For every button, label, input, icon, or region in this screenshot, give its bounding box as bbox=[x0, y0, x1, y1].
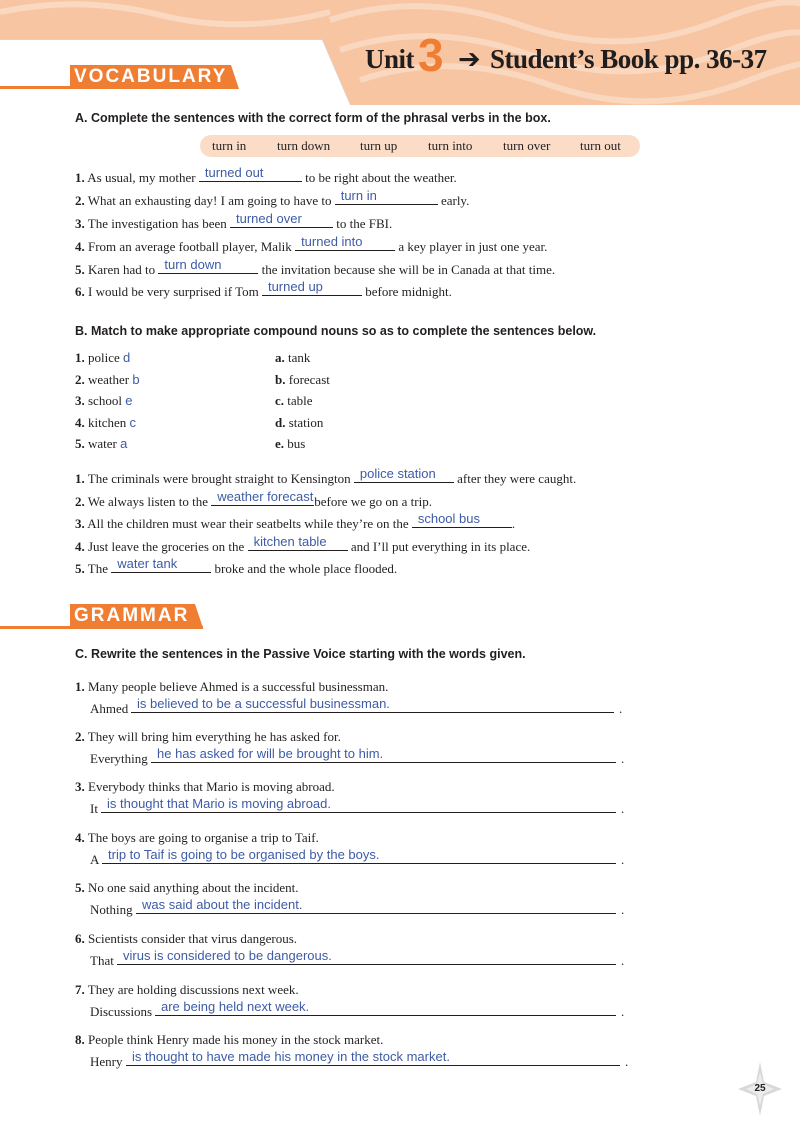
match-answer[interactable]: d bbox=[123, 350, 131, 365]
exercise-c-start-word: Nothing bbox=[90, 902, 133, 917]
exercise-a-item-2: 2. What an exhausting day! I am going to have to turn in early. bbox=[75, 188, 470, 208]
exercise-b-sentence-1: 1. The criminals were brought straight to Kensington police station after they were caught. bbox=[75, 466, 577, 486]
vocabulary-heading: VOCABULARY bbox=[70, 65, 228, 89]
phrasal-verb-box bbox=[200, 135, 640, 157]
exercise-c-prompt: 7. They are holding discussions next week. bbox=[75, 982, 299, 997]
exercise-c-prompt: 6. Scientists consider that virus dangerous. bbox=[75, 931, 298, 946]
exercise-c-prompt: 8. People think Henry made his money in the stock market. bbox=[75, 1032, 384, 1047]
exercise-b-sentence-5: 5. The water tank broke and the whole place flooded. bbox=[75, 556, 398, 576]
exercise-c-prompt: 3. Everybody thinks that Mario is moving abroad. bbox=[75, 779, 335, 794]
end-period: . bbox=[621, 751, 625, 766]
answer-field[interactable]: was said about the incident. bbox=[136, 900, 616, 914]
answer-field[interactable]: police station bbox=[354, 469, 454, 483]
match-answer[interactable]: b bbox=[132, 372, 140, 387]
exercise-c-start-word: Henry bbox=[90, 1054, 123, 1069]
exercise-a-item-3: 3. The investigation has been turned over to the FBI. bbox=[75, 211, 393, 231]
answer-field[interactable]: weather forecast bbox=[211, 492, 314, 506]
match-left-5: 5. water a bbox=[75, 436, 128, 451]
answer-field[interactable]: school bus bbox=[412, 514, 512, 528]
exercise-a-item-6: 6. I would be very surprised if Tom turned up before midnight. bbox=[75, 279, 452, 299]
exercise-c-prompt: 5. No one said anything about the incident. bbox=[75, 880, 299, 895]
answer-field[interactable]: turned up bbox=[262, 282, 362, 296]
end-period: . bbox=[621, 801, 625, 816]
exercise-b-sentence-3: 3. All the children must wear their seatbelts while they’re on the school bus . bbox=[75, 511, 516, 531]
exercise-c-start-word: A bbox=[90, 852, 100, 867]
match-right-a: a. tank bbox=[275, 350, 311, 365]
exercise-c-prompt: 1. Many people believe Ahmed is a successful businessman. bbox=[75, 679, 389, 694]
exercise-b-sentence-2: 2. We always listen to the weather forecast before we go on a trip. bbox=[75, 489, 432, 509]
phrasal-verb: turn down bbox=[277, 138, 331, 153]
vocabulary-tab-corner bbox=[227, 65, 239, 89]
answer-field[interactable]: kitchen table bbox=[248, 537, 348, 551]
page-number: 25 bbox=[754, 1083, 766, 1094]
answer-field[interactable]: trip to Taif is going to be organised by the boys. bbox=[102, 850, 616, 864]
answer-field[interactable]: turned out bbox=[199, 168, 302, 182]
end-period: . bbox=[621, 902, 625, 917]
exercise-a-item-4: 4. From an average football player, Malik turned into a key player in just one year. bbox=[75, 234, 548, 254]
end-period: . bbox=[621, 1004, 625, 1019]
phrasal-verb: turn into bbox=[428, 138, 473, 153]
exercise-a-item-1: 1. As usual, my mother turned out to be right about the weather. bbox=[75, 165, 457, 185]
phrasal-verb: turn out bbox=[580, 138, 621, 153]
grammar-heading: GRAMMAR bbox=[70, 604, 192, 628]
exercise-b-instruction: B. Match to make appropriate compound nouns so as to complete the sentences below. bbox=[75, 324, 597, 338]
arrow-icon: ➔ bbox=[458, 44, 481, 74]
exercise-c-start-word: Ahmed bbox=[90, 701, 129, 716]
exercise-c-instruction: C. Rewrite the sentences in the Passive Voice starting with the words given. bbox=[75, 647, 526, 661]
grammar-tab-corner bbox=[191, 604, 203, 628]
answer-field[interactable]: virus is considered to be dangerous. bbox=[117, 951, 616, 965]
phrasal-verb: turn up bbox=[360, 138, 398, 153]
match-right-e: e. bus bbox=[275, 436, 306, 451]
answer-field[interactable]: turn in bbox=[335, 191, 438, 205]
exercise-c-prompt: 4. The boys are going to organise a trip to Taif. bbox=[75, 830, 319, 845]
exercise-c-start-word: That bbox=[90, 953, 114, 968]
answer-field[interactable]: turn down bbox=[158, 260, 258, 274]
match-right-d: d. station bbox=[275, 415, 324, 430]
match-left-4: 4. kitchen c bbox=[75, 415, 137, 430]
end-period: . bbox=[621, 852, 625, 867]
answer-field[interactable]: is thought that Mario is moving abroad. bbox=[101, 799, 616, 813]
exercise-c-start-word: It bbox=[90, 801, 98, 816]
match-right-c: c. table bbox=[275, 393, 313, 408]
answer-field[interactable]: are being held next week. bbox=[155, 1002, 616, 1016]
match-right-b: b. forecast bbox=[275, 372, 330, 387]
answer-field[interactable]: is believed to be a successful businessman. bbox=[131, 699, 614, 713]
exercise-c-start-word: Everything bbox=[90, 751, 148, 766]
exercise-a-instruction: A. Complete the sentences with the correct form of the phrasal verbs in the box. bbox=[75, 111, 551, 125]
answer-field[interactable]: he has asked for will be brought to him. bbox=[151, 749, 616, 763]
match-left-2: 2. weather b bbox=[75, 372, 140, 387]
match-answer[interactable]: c bbox=[129, 415, 137, 430]
exercise-c-prompt: 2. They will bring him everything he has asked for. bbox=[75, 729, 341, 744]
exercise-b-sentence-4: 4. Just leave the groceries on the kitchen table and I’ll put everything in its place. bbox=[75, 534, 531, 554]
end-period: . bbox=[625, 1054, 629, 1069]
match-answer[interactable]: e bbox=[125, 393, 133, 408]
answer-field[interactable]: turned over bbox=[230, 214, 333, 228]
match-left-1: 1. police d bbox=[75, 350, 131, 365]
exercise-c-start-word: Discussions bbox=[90, 1004, 153, 1019]
book-reference: Student’s Book pp. 36-37 bbox=[490, 44, 767, 74]
end-period: . bbox=[621, 953, 625, 968]
phrasal-verb: turn in bbox=[212, 138, 247, 153]
unit-label: Unit bbox=[365, 44, 415, 74]
match-left-3: 3. school e bbox=[75, 393, 133, 408]
answer-field[interactable]: turned into bbox=[295, 237, 395, 251]
answer-field[interactable]: is thought to have made his money in the stock market. bbox=[126, 1052, 620, 1066]
unit-number: 3 bbox=[418, 29, 444, 81]
end-period: . bbox=[619, 701, 623, 716]
answer-field[interactable]: water tank bbox=[111, 559, 211, 573]
phrasal-verb: turn over bbox=[503, 138, 551, 153]
exercise-a-item-5: 5. Karen had to turn down the invitation because she will be in Canada at that time. bbox=[75, 257, 556, 277]
match-answer[interactable]: a bbox=[120, 436, 128, 451]
